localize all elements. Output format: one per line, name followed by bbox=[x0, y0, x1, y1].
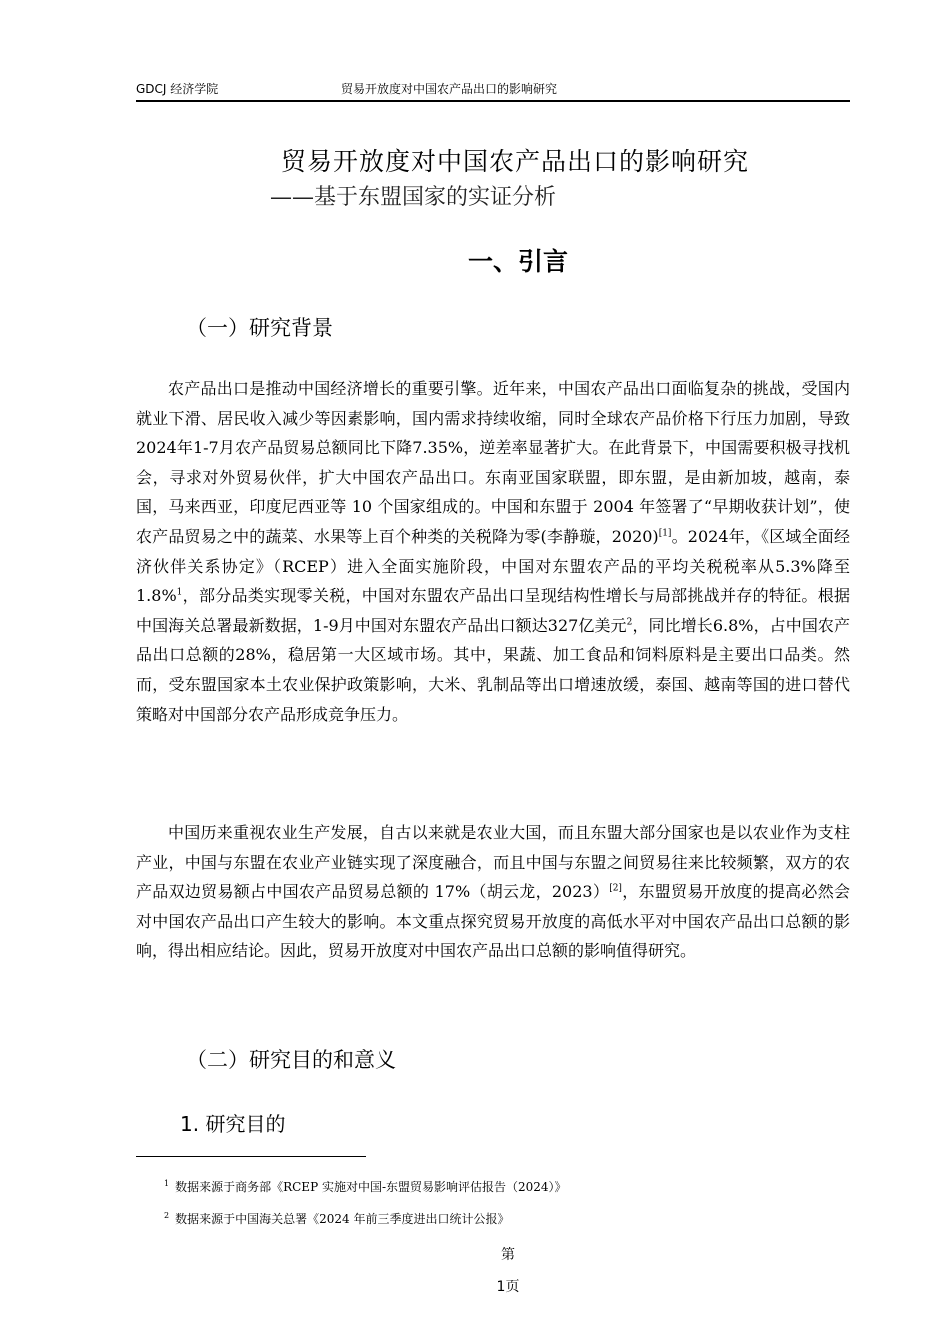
subsection-heading-purpose: （二）研究目的和意义 bbox=[186, 1048, 396, 1072]
paragraph-text: ，部分品类实现零关税，中国对东盟农产品出口呈现结构性增长与局部挑战并存的特征。根据中国海关总署最新数据，1-9月中国对东盟农产品出口额达327亿美元 bbox=[136, 586, 850, 635]
paragraph-text: 中国历来重视农业生产发展，自古以来就是农业大国，而且东盟大部分国家也是以农业作为支柱产业，中国与东盟在农业产业链实现了深度融合，而且中国与东盟之间贸易往来比较频繁，双方的农产品双边贸易额占中国农产品贸易总额的 17%（胡云龙，2023） bbox=[136, 823, 850, 902]
paragraph-text: 农产品出口是推动中国经济增长的重要引擎。近年来，中国农产品出口面临复杂的挑战，受国内就业下滑、居民收入减少等因素影响，国内需求持续收缩，同时全球农产品价格下行压力加剧，导致2024年1-7月农产品贸易总额同比下降7.35%，逆差率显著扩大。在此背景下，中国需要积极寻找机会，寻求对外贸易伙伴，扩大中国农产品出口。东南亚国家联盟，即东盟，是由新加坡，越南，泰国，马来西亚，印度尼西亚等 10 个国家组成的。中国和东盟于 2004 年签署了“早期收获计划”，使农产品贸易之中的蔬菜、水果等上百个种类的关税降为零(李静璇，2020) bbox=[136, 379, 850, 546]
footnote-ref: 1 bbox=[176, 587, 183, 598]
header-rule bbox=[136, 100, 850, 102]
footnote-text: 数据来源于商务部《RCEP 实施对中国-东盟贸易影响评估报告（2024）》 bbox=[175, 1180, 567, 1194]
page-number-line-1: 第 bbox=[501, 1247, 515, 1263]
paragraph-text: 。2024年，《区域全面经济伙伴关系协定》（RCEP）进入全面实施阶段，中国对东盟农产品的平均关税税率从5.3%降至1.8% bbox=[136, 526, 850, 606]
citation-ref: [2] bbox=[609, 883, 622, 894]
footnote-mark: 2 bbox=[164, 1211, 170, 1220]
citation-ref: [1] bbox=[658, 528, 672, 539]
section-heading-introduction: 一、引言 bbox=[467, 247, 568, 276]
running-header bbox=[136, 80, 850, 100]
paragraph-text: ，东盟贸易开放度的提高必然会对中国农产品出口产生较大的影响。本文重点探究贸易开放度的高低水平对中国农产品出口总额的影响，得出相应结论。因此，贸易开放度对中国农产品出口总额的影响值得研究。 bbox=[136, 882, 850, 961]
footnote-mark: 1 bbox=[164, 1179, 170, 1188]
paper-title: 贸易开放度对中国农产品出口的影响研究 bbox=[280, 147, 749, 176]
footnote-1 bbox=[164, 1178, 567, 1195]
footnote-rule bbox=[136, 1156, 366, 1157]
paragraph-text: ，同比增长6.8%，占中国农产品出口总额的28%，稳居第一大区域市场。其中，果蔬、加工食品和饲料原料是主要出口品类。然而，受东盟国家本土农业保护政策影响，大米、乳制品等出口增速放缓，泰国、越南等国的进口替代策略对中国部分农产品形成竞争压力。 bbox=[136, 615, 850, 724]
subsection-heading-background: （一）研究背景 bbox=[186, 316, 333, 340]
body-paragraph-1 bbox=[136, 374, 850, 729]
footnote-2 bbox=[164, 1210, 509, 1227]
footnote-ref: 2 bbox=[626, 617, 633, 628]
body-paragraph-2 bbox=[136, 818, 850, 966]
page-number-line-2: 1页 bbox=[496, 1279, 520, 1295]
paper-subtitle: ——基于东盟国家的实证分析 bbox=[270, 185, 557, 210]
header-running-title: 贸易开放度对中国农产品出口的影响研究 bbox=[341, 82, 558, 96]
subsubsection-heading-objective: 1. 研究目的 bbox=[180, 1112, 286, 1136]
header-institution: GDCJ 经济学院 bbox=[136, 82, 219, 96]
footnote-text: 数据来源于中国海关总署《2024 年前三季度进出口统计公报》 bbox=[175, 1212, 510, 1226]
